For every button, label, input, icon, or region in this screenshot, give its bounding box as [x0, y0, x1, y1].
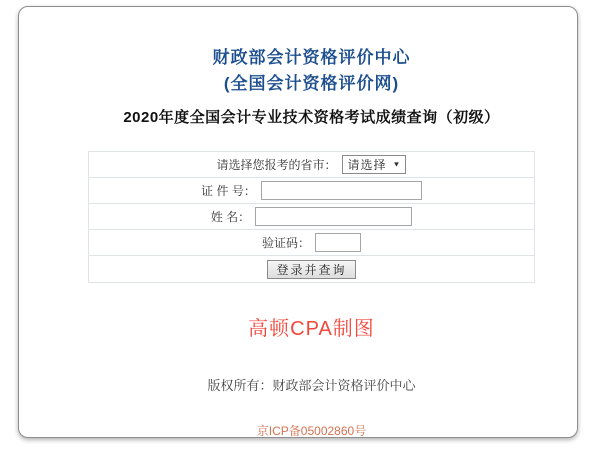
name-input[interactable] — [255, 207, 412, 226]
province-label: 请选择您报考的省市： — [216, 158, 337, 172]
captcha-label: 验证码： — [261, 236, 310, 250]
captcha-row — [89, 230, 534, 256]
login-query-button[interactable]: 登录并查询 — [267, 260, 355, 279]
org-title: 财政部会计资格评价中心 — [212, 48, 411, 67]
submit-row — [89, 256, 534, 282]
province-select[interactable] — [342, 155, 407, 174]
icp-license-link[interactable]: 京ICP备05002860号 — [256, 424, 367, 438]
id-number-input[interactable] — [261, 181, 422, 200]
panel-content — [88, 7, 535, 440]
chevron-down-icon: ▼ — [392, 160, 401, 169]
name-row — [89, 204, 534, 230]
score-query-form — [88, 151, 535, 283]
province-select-value: 请选择 — [347, 158, 387, 172]
result-query-panel — [18, 6, 578, 438]
id-number-row — [89, 178, 534, 204]
province-row — [89, 152, 534, 178]
watermark-text: 高顿CPA制图 — [248, 318, 375, 340]
id-number-label: 证 件 号： — [201, 184, 256, 198]
captcha-input[interactable] — [315, 233, 361, 252]
name-label: 姓 名： — [210, 210, 251, 224]
page-title: 2020年度全国会计专业技术资格考试成绩查询（初级） — [123, 109, 500, 126]
site-title: (全国会计资格评价网) — [223, 74, 400, 93]
copyright-text: 版权所有：财政部会计资格评价中心 — [207, 378, 416, 393]
